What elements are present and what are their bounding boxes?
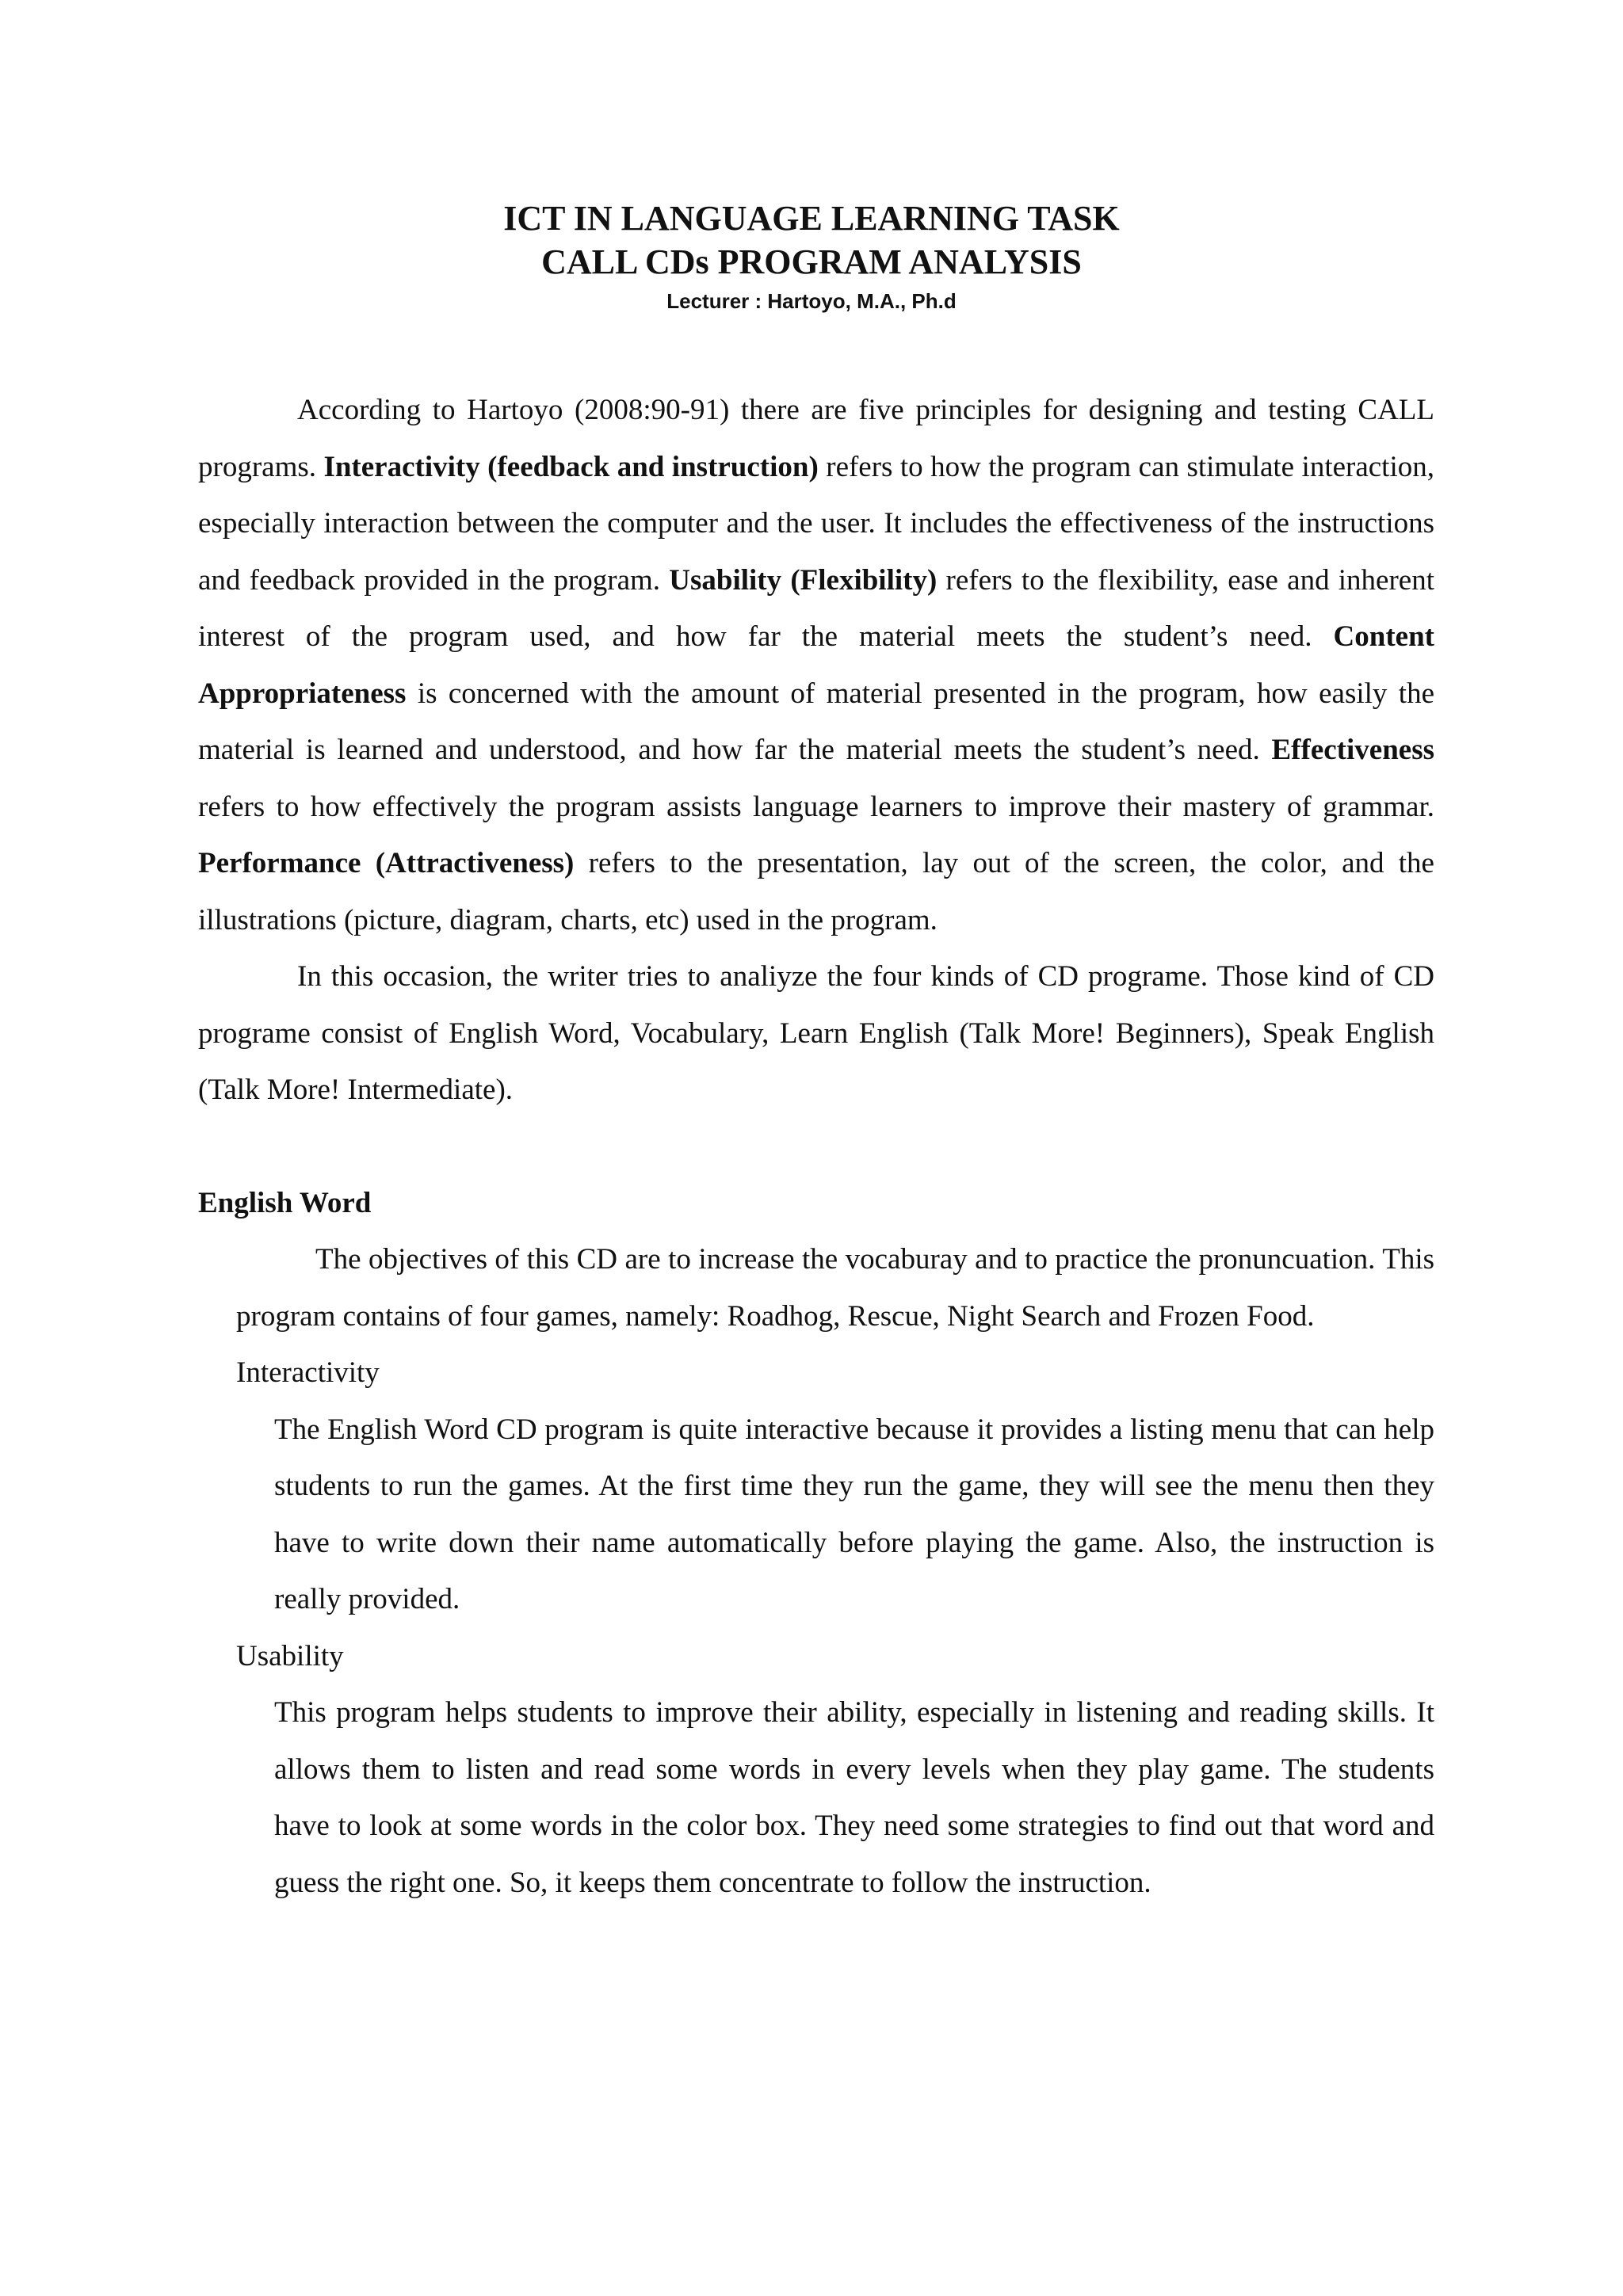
lecturer-line: Lecturer : Hartoyo, M.A., Ph.d — [666, 289, 957, 313]
usability-heading: Usability — [236, 1639, 344, 1672]
intro-paragraph-occasion: In this occasion, the writer tries to analiyze the four kinds of CD programe. Those kind of CD programe consist of English Word, Vocabulary, Learn English (Talk More! Beginners), Speak English (Talk More! Intermediate). — [198, 960, 1434, 1106]
intro-text: is concerned with the amount of material presented in the program, how easily the material is learned and understood, and how far the material meets the student’s need. — [198, 677, 1434, 766]
term-effectiveness: Effectiveness — [1271, 734, 1434, 766]
english-word-section — [236, 1231, 1434, 1911]
term-usability: Usability (Flexibility) — [669, 563, 938, 597]
intro-text: According to Hartoyo (2008:90-91) there are five principles for designing and testing CALL programs. — [198, 394, 1434, 483]
document-body — [198, 382, 1434, 1911]
spacer — [198, 1119, 1434, 1175]
interactivity-paragraph: The English Word CD program is quite interactive because it provides a listing menu that can help students to run the games. At the first time they run the game, they will see the menu then they have to write down their name automatically before playing the game. Also, the instruction is really provided. — [274, 1413, 1434, 1615]
title-line-2: CALL CDs PROGRAM ANALYSIS — [541, 242, 1082, 281]
document-header — [0, 196, 1623, 318]
objectives-paragraph: The objectives of this CD are to increase the vocaburay and to practice the pronuncuation. This program contains of four games, namely: Roadhog, Rescue, Night Search and Frozen Food. — [236, 1243, 1434, 1333]
interactivity-heading: Interactivity — [236, 1356, 380, 1389]
intro-text: refers to how the program can stimulate interaction, especially interaction between the computer and the user. It includes the effectiveness of the instructions and feedback provided in the program. — [198, 450, 1434, 597]
term-performance: Performance (Attractiveness) — [198, 847, 575, 879]
intro-text: refers to the presentation, lay out of the screen, the color, and the illustrations (picture, diagram, charts, etc) used in the program. — [198, 847, 1434, 936]
intro-text: refers to how effectively the program assists language learners to improve their mastery of grammar. — [198, 790, 1434, 823]
intro-paragraph-principles — [198, 382, 1434, 948]
usability-paragraph: This program helps students to improve their ability, especially in listening and reading skills. It allows them to listen and read some words in every levels when they play game. The students have to look at some words in the color box. They need some strategies to find out that word and guess the right one. So, it keeps them concentrate to follow the instruction. — [274, 1696, 1434, 1899]
term-content-appropriateness: Content Appropriateness — [198, 620, 1434, 710]
term-interactivity: Interactivity (feedback and instruction) — [323, 450, 819, 483]
section-heading-english-word: English Word — [198, 1186, 372, 1219]
title-line-1: ICT IN LANGUAGE LEARNING TASK — [503, 199, 1120, 238]
intro-text: refers to the flexibility, ease and inherent interest of the program used, and how far the material meets the student’s need. — [198, 563, 1434, 653]
